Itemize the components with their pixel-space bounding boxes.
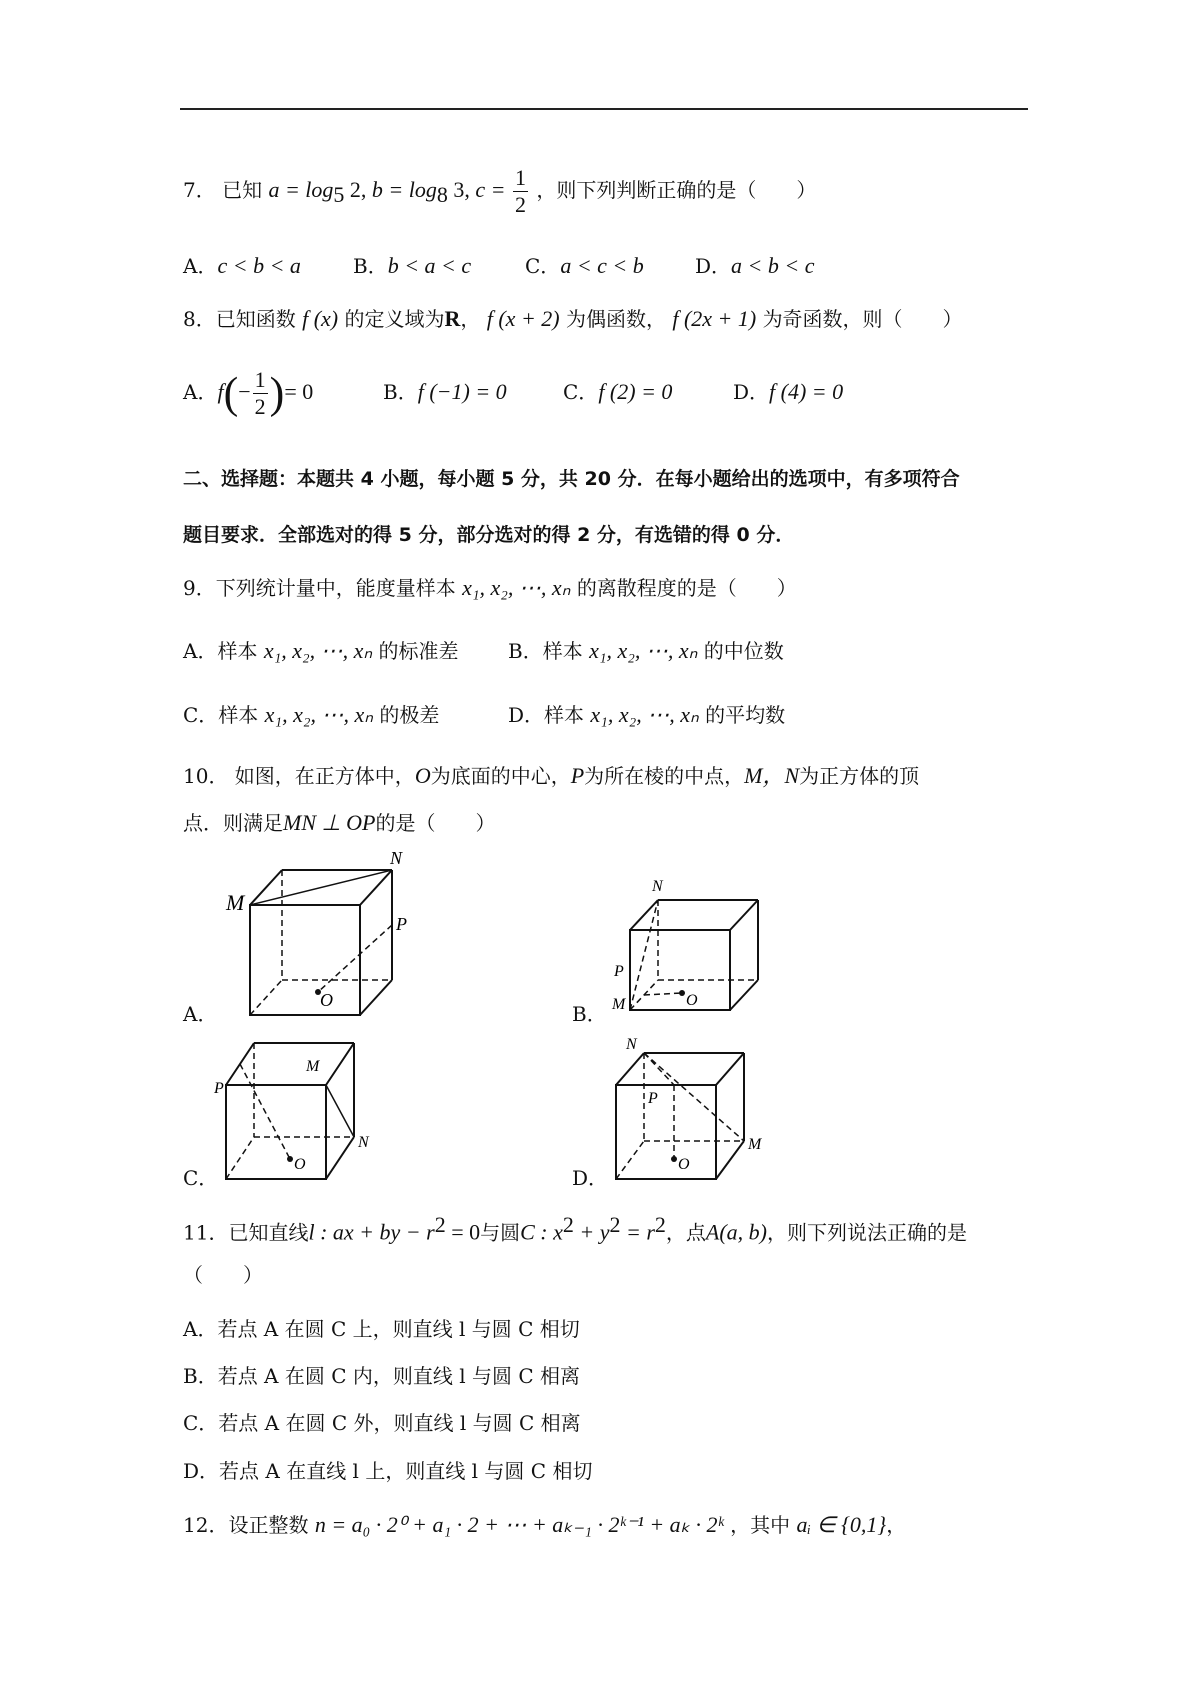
- q8-option-a-rparen: ): [269, 368, 285, 418]
- q11-option-c-text: 若点 A 在圆 C 外，则直线 l 与圆 C 相离: [218, 1411, 581, 1435]
- q9-stem-post: 的离散程度的是（ ）: [576, 576, 797, 600]
- fig-a-P: P: [396, 914, 407, 934]
- q10-line1-b: 为底面的中心，: [430, 764, 571, 788]
- q7-stem: [183, 165, 816, 218]
- q9-stem-pre: 下列统计量中，能度量样本: [215, 576, 456, 600]
- q8-options: [183, 364, 843, 420]
- q7-option-c-label: C．: [525, 254, 561, 278]
- q9-option-a-pre: 样本: [217, 639, 258, 663]
- q11-circle-r: = r: [620, 1219, 655, 1245]
- q11-circle-sup1: 2: [562, 1212, 574, 1237]
- q8-option-a-num: 1: [254, 367, 266, 392]
- q11-line-eq-tail: = 0: [445, 1219, 481, 1245]
- q9-option-c-sample: x₁, x₂, ⋯, xₙ: [264, 702, 374, 727]
- q9-stem: [183, 575, 797, 601]
- q8-stem-2: 的定义域为: [344, 307, 445, 331]
- q7-option-c-expr: a < c < b: [560, 253, 644, 278]
- q9-option-b-pre: 样本: [542, 639, 583, 663]
- q9-option-c-post: 的极差: [379, 703, 440, 727]
- q8-f2x1: f (2x + 1): [672, 306, 757, 331]
- q8-stem: [183, 306, 963, 332]
- q9-option-b-post: 的中位数: [703, 639, 784, 663]
- q9-sample: x₁, x₂, ⋯, xₙ: [462, 575, 571, 600]
- q11-circle-sup3: 2: [654, 1212, 666, 1237]
- q9-option-d-sample: x₁, x₂, ⋯, xₙ: [590, 702, 699, 727]
- q7-option-a[interactable]: [183, 253, 353, 279]
- q11-option-b-label: B．: [183, 1364, 218, 1388]
- q9-option-a-sample: x₁, x₂, ⋯, xₙ: [263, 638, 373, 663]
- q10-line2-a: 点．则满足: [183, 811, 283, 835]
- fig-c-M: M: [306, 1058, 320, 1075]
- q11-option-d-label: D．: [183, 1459, 220, 1483]
- q11-paren: （ ）: [183, 1263, 263, 1287]
- q8-option-d-label: D．: [733, 380, 770, 404]
- q9-options-row1: [183, 638, 784, 664]
- q9-option-d-label: D．: [508, 703, 545, 727]
- q7-options: [183, 253, 815, 279]
- q10-figure-a: [220, 848, 407, 1025]
- q10-P: P: [570, 763, 585, 788]
- fig-d-N: N: [626, 1036, 637, 1053]
- q9-option-d[interactable]: [508, 702, 785, 728]
- q7-stem-pre: 已知: [222, 178, 263, 202]
- q9-option-b-label: B．: [508, 639, 543, 663]
- q7-c-fraction: [513, 165, 528, 218]
- q9-option-a[interactable]: [183, 638, 508, 664]
- fig-d-P: P: [648, 1090, 658, 1107]
- q7-a-arg: 2,: [344, 177, 372, 202]
- q9-option-b[interactable]: [508, 638, 784, 664]
- fig-b-P: P: [614, 963, 624, 980]
- q11-stem-post1: ，点: [665, 1220, 706, 1245]
- q11-line-eq: l : ax + by − r: [308, 1219, 435, 1245]
- q11-option-a[interactable]: [183, 1316, 580, 1342]
- q7-option-b-expr: b < a < c: [387, 253, 472, 278]
- q8-option-b-label: B．: [383, 380, 418, 404]
- q8-option-a-tail: = 0: [284, 379, 314, 404]
- fig-b-N: N: [652, 878, 663, 895]
- q10-stem-line1: [183, 763, 919, 789]
- q10-line1-d: 为正方体的顶: [799, 764, 920, 788]
- fig-a-N: N: [390, 848, 403, 868]
- q10-fig-b-label[interactable]: B．: [572, 1002, 607, 1026]
- q9-option-d-pre: 样本: [544, 703, 585, 727]
- q9-option-a-label: A．: [183, 639, 218, 663]
- q7-c-num: 1: [515, 165, 527, 190]
- q10-fig-d-label[interactable]: D．: [572, 1166, 609, 1190]
- q10-fig-c-label[interactable]: C．: [183, 1166, 219, 1190]
- q8-option-a-lparen: (: [223, 368, 239, 418]
- q8-fx: f (x): [302, 306, 339, 331]
- q10-fig-a-label[interactable]: A．: [183, 1002, 218, 1026]
- q9-number: 9．: [183, 576, 216, 600]
- q9-option-b-sample: x₁, x₂, ⋯, xₙ: [589, 638, 698, 663]
- q7-option-a-expr: c < b < a: [217, 253, 301, 278]
- q11-number: 11．: [183, 1220, 229, 1245]
- q8-number: 8．: [183, 307, 216, 331]
- q10-O: O: [414, 763, 431, 788]
- fig-d-O: O: [678, 1156, 690, 1173]
- q8-option-a-minus: −: [238, 379, 251, 404]
- fig-c-P: P: [214, 1080, 224, 1097]
- q9-option-d-post: 的平均数: [705, 703, 786, 727]
- q11-A-point: A(a, b): [705, 1219, 768, 1245]
- q7-a-base: 5: [333, 182, 345, 207]
- q10-stem-line2: [183, 810, 496, 836]
- q8-stem-3: ，: [460, 307, 481, 331]
- q7-option-d[interactable]: [695, 253, 815, 279]
- q12-ai: aᵢ ∈ {0,1}: [796, 1512, 887, 1537]
- q7-a-eq: a = log: [268, 177, 334, 202]
- q8-stem-1: 已知函数: [215, 307, 296, 331]
- q11-option-b-text: 若点 A 在圆 C 内，则直线 l 与圆 C 相离: [217, 1364, 581, 1388]
- q11-option-d[interactable]: [183, 1458, 592, 1484]
- q8-option-c-expr: f (2) = 0: [598, 379, 673, 404]
- q10-line1-c: 为所在棱的中点，: [584, 764, 745, 788]
- q8-option-b-expr: f (−1) = 0: [417, 379, 507, 404]
- fig-a-O: O: [320, 990, 333, 1010]
- q11-option-c-label: C．: [183, 1411, 219, 1435]
- q12-stem-mid: ，其中: [730, 1513, 791, 1537]
- q11-option-c[interactable]: [183, 1410, 581, 1436]
- q11-option-b[interactable]: [183, 1363, 580, 1389]
- q7-option-b-label: B．: [353, 254, 388, 278]
- fig-b-O: O: [686, 992, 698, 1009]
- q7-c-eq: c =: [475, 177, 512, 202]
- q9-option-c[interactable]: [183, 702, 508, 728]
- q8-option-a-label: A．: [183, 380, 218, 404]
- q11-stem-pre: 已知直线: [228, 1220, 309, 1245]
- q8-option-a-den: 2: [254, 394, 266, 419]
- section2-heading-line1: 二、选择题：本题共 4 小题，每小题 5 分，共 20 分．在每小题给出的选项中，有多项符合: [183, 468, 960, 490]
- q7-option-d-label: D．: [695, 254, 732, 278]
- section2-heading-line2: 题目要求．全部选对的得 5 分，部分选对的得 2 分，有选错的得 0 分．: [183, 524, 795, 546]
- q8-option-a-f: f: [217, 379, 224, 404]
- header-rule: [180, 108, 1028, 110]
- fig-a-M: M: [226, 890, 245, 915]
- q12-number: 12．: [183, 1513, 229, 1537]
- fig-c-N: N: [358, 1134, 369, 1151]
- q7-option-b[interactable]: [353, 253, 525, 279]
- q11-stem: [183, 1212, 967, 1246]
- q7-option-d-expr: a < b < c: [731, 253, 815, 278]
- q10-figure-d: [612, 1035, 772, 1185]
- q12-stem: [183, 1512, 906, 1538]
- q9-option-a-post: 的标准差: [378, 639, 459, 663]
- q11-stem-post2: ，则下列说法正确的是: [767, 1220, 968, 1245]
- q10-line1-a: 10． 如图，在正方体中，: [183, 764, 415, 788]
- q8-stem-5: 为奇函数，则（ ）: [762, 307, 963, 331]
- q9-option-c-pre: 样本: [218, 703, 259, 727]
- q11-option-a-label: A．: [183, 1317, 218, 1341]
- q8-option-c-label: C．: [563, 380, 599, 404]
- q7-b-base: 8: [436, 182, 448, 207]
- fig-b-M: M: [612, 996, 626, 1013]
- q10-figure-b: [608, 875, 758, 1020]
- q9-options-row2: [183, 702, 785, 728]
- q7-stem-post: ，则下列判断正确的是（ ）: [536, 178, 817, 202]
- q8-option-a[interactable]: [183, 364, 383, 422]
- q7-option-a-label: A．: [183, 254, 218, 278]
- q9-option-c-label: C．: [183, 703, 219, 727]
- q11-option-d-text: 若点 A 在直线 l 上，则直线 l 与圆 C 相切: [219, 1459, 593, 1483]
- q7-b-eq: b = log: [371, 177, 437, 202]
- q8-option-c[interactable]: [563, 364, 733, 420]
- q11-line-eq-sup: 2: [434, 1212, 446, 1237]
- q7-c-den: 2: [515, 192, 527, 217]
- q10-MN-OP: MN ⊥ OP: [283, 810, 376, 835]
- q8-fx2: f (x + 2): [486, 306, 560, 331]
- q8-option-d-expr: f (4) = 0: [769, 379, 844, 404]
- q12-expr: n = a₀ · 2⁰ + a₁ · 2 + ⋯ + aₖ₋₁ · 2ᵏ⁻¹ + aₖ · 2ᵏ: [314, 1512, 724, 1537]
- q12-stem-post: ，: [886, 1513, 907, 1537]
- q11-circle-eq: C : x: [520, 1219, 563, 1245]
- q8-option-a-fraction: [253, 367, 268, 420]
- q8-R: R: [444, 306, 461, 331]
- fig-c-O: O: [294, 1156, 306, 1173]
- q8-option-d[interactable]: [733, 364, 843, 420]
- q11-option-a-text: 若点 A 在圆 C 上，则直线 l 与圆 C 相切: [217, 1317, 580, 1341]
- q12-stem-pre: 设正整数: [228, 1513, 309, 1537]
- q11-circle-y: + y: [573, 1219, 610, 1245]
- q11-stem-mid: 与圆: [480, 1220, 521, 1245]
- q7-option-c[interactable]: [525, 253, 695, 279]
- q7-number: 7．: [183, 178, 216, 202]
- q10-MN-text: M，N: [744, 763, 800, 788]
- q8-stem-4: 为偶函数，: [565, 307, 666, 331]
- q10-line2-b: 的是（ ）: [375, 811, 496, 835]
- q10-figure-c: [212, 1035, 382, 1185]
- q11-circle-sup2: 2: [609, 1212, 621, 1237]
- q8-option-b[interactable]: [383, 364, 563, 420]
- q7-b-arg: 3,: [447, 177, 476, 202]
- fig-d-M: M: [748, 1136, 762, 1153]
